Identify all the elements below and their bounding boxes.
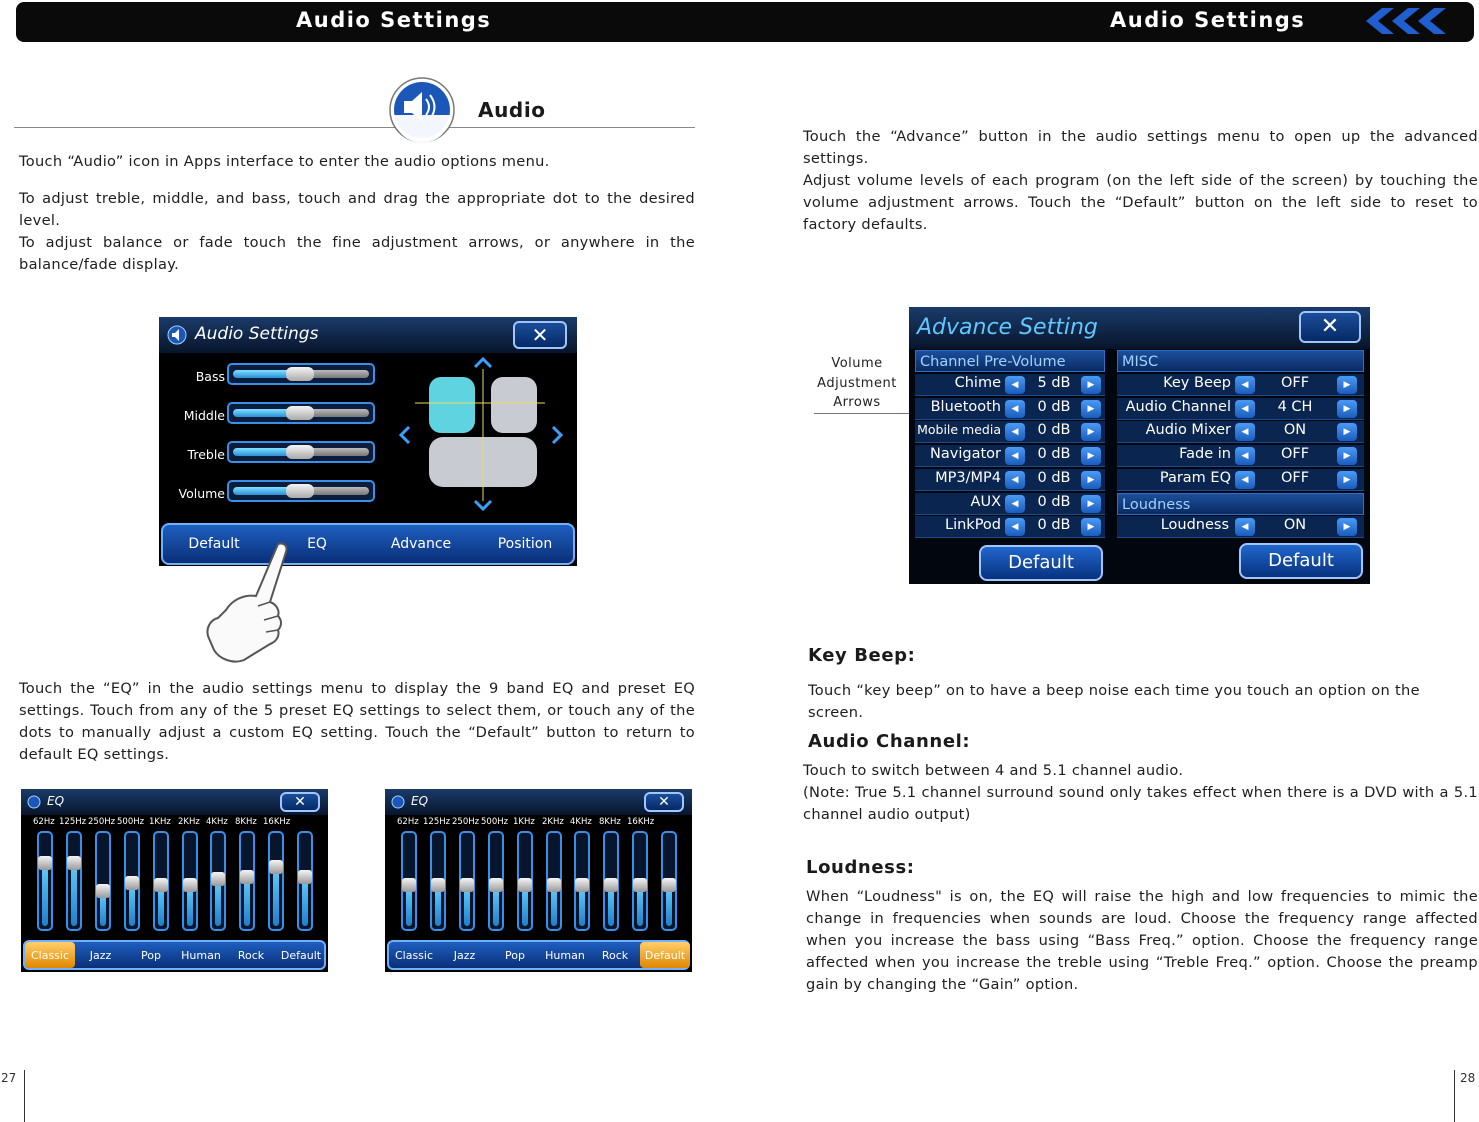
bass-slider[interactable] [227,363,375,385]
preset-jazz-button[interactable]: Jazz [89,948,112,962]
eq-freq-label: 500Hz [117,817,145,827]
eq-title: EQ [411,794,429,808]
misc-value: OFF [1280,375,1310,391]
volume-up-arrow[interactable]: ▶ [1081,400,1101,418]
advance-title: Advance Setting [917,315,1098,340]
misc-label: Audio Channel [1125,398,1231,415]
eq-speaker-icon [27,795,41,809]
misc-row [1117,421,1364,443]
key-beep-heading: Key Beep: [808,645,916,666]
page-number-left: 27 [1,1071,17,1085]
channel-value: 5 dB [1037,375,1071,391]
misc-value: OFF [1280,446,1310,463]
eq-band-knob[interactable] [298,870,312,884]
eq-band-knob[interactable] [633,878,647,892]
eq-band-slider[interactable] [488,831,504,931]
eq-freq-label: 1KHz [149,817,171,827]
misc-left-arrow[interactable]: ◀ [1235,447,1255,465]
eq-band-slider[interactable] [430,831,446,931]
pointing-hand-icon [204,540,304,666]
default-button[interactable]: Default [188,536,240,552]
eq-screen-classic [21,789,328,972]
eq-band-knob[interactable] [38,856,52,870]
eq-band-knob[interactable] [67,856,81,870]
eq-freq-label: 2KHz [178,817,200,827]
preset-default-button[interactable]: Default [280,948,322,962]
close-button[interactable]: ✕ [513,321,567,349]
triple-chevron-left-icon [1364,8,1448,34]
misc-value: OFF [1280,469,1310,486]
channel-row [915,421,1105,443]
eq-band-slider[interactable] [95,831,111,931]
misc-right-arrow[interactable]: ▶ [1337,400,1357,418]
audio-screen-speaker-icon [167,325,187,345]
volume-down-arrow[interactable]: ◀ [1005,518,1025,536]
misc-value: 4 CH [1277,398,1313,415]
channel-row [915,516,1105,538]
eq-band-knob[interactable] [154,878,168,892]
eq-band-slider[interactable] [546,831,562,931]
slider-label: Volume [178,486,225,501]
eq-band-slider[interactable] [210,831,226,931]
preset-jazz-button[interactable]: Jazz [453,948,476,962]
misc-row [1117,374,1364,396]
misc-right-arrow[interactable]: ▶ [1337,471,1357,489]
misc-row [1117,469,1364,491]
callout-line: Arrows [833,395,881,410]
eq-freq-label: 4KHz [206,817,228,827]
eq-band-slider[interactable] [37,831,53,931]
eq-band-slider[interactable] [124,831,140,931]
channel-value: 0 dB [1037,446,1071,463]
misc-left-arrow[interactable]: ◀ [1235,471,1255,489]
audio-screen-titlebar [159,317,577,353]
eq-titlebar [21,789,328,815]
eq-freq-label: 2KHz [542,817,564,827]
eq-freq-label: 8KHz [599,817,621,827]
eq-freq-label: 4KHz [570,817,592,827]
eq-band-knob[interactable] [662,878,676,892]
eq-freq-label: 62Hz [397,817,419,827]
preset-rock-button[interactable]: Rock [237,948,265,962]
eq-band-knob[interactable] [269,860,283,874]
eq-band-knob[interactable] [96,884,110,898]
eq-close-button[interactable]: ✕ [644,792,684,812]
eq-band-slider[interactable] [297,831,313,931]
volume-down-arrow[interactable]: ◀ [1005,423,1025,441]
misc-row [1117,445,1364,467]
loudness-right-arrow[interactable]: ▶ [1337,518,1357,536]
eq-band-knob[interactable] [575,878,589,892]
loudness-left-arrow[interactable]: ◀ [1235,518,1255,536]
eq-freq-label: 125Hz [423,817,451,827]
volume-adjustment-callout [812,354,902,413]
eq-freq-label: 250Hz [452,817,480,827]
volume-up-arrow[interactable]: ▶ [1081,495,1101,513]
volume-down-arrow[interactable]: ◀ [1005,471,1025,489]
channel-value: 0 dB [1037,493,1071,510]
loudness-heading: Loudness: [806,857,915,878]
eq-band-slider[interactable] [574,831,590,931]
volume-up-arrow[interactable]: ▶ [1081,471,1101,489]
channel-label: Chime [954,375,1001,391]
slider-label: Treble [187,447,225,462]
audio-heading: Audio [478,98,546,122]
eq-band-slider[interactable] [239,831,255,931]
callout-line: Volume [831,356,883,371]
left-para-4: Touch the “EQ” in the audio settings menu to display the 9 band EQ and preset EQ settings. Touch from any of the 5 preset EQ settings to select them, or touch any of the dots to manually adjust a custom EQ setting. Touch the “Default” button to return to default EQ settings. [19,680,695,763]
eq-freq-label: 250Hz [88,817,116,827]
channel-value: 0 dB [1037,398,1071,415]
left-para-3: To adjust balance or fade touch the fine adjustment arrows, or anywhere in the balance/fade display. [19,234,695,273]
volume-up-arrow[interactable]: ▶ [1081,518,1101,536]
right-para-1: Touch the “Advance” button in the audio settings menu to open up the advanced settings. [803,128,1478,167]
channel-label: Mobile media [917,422,1001,438]
advance-button[interactable]: Advance [390,536,452,552]
volume-slider[interactable] [227,480,375,502]
preset-classic-button[interactable]: Classic [25,942,75,968]
channel-value: 0 dB [1037,422,1071,439]
loudness-label: Loudness [1160,517,1229,533]
channel-value: 0 dB [1037,469,1071,486]
loudness-row [1117,516,1364,538]
volume-down-arrow[interactable]: ◀ [1005,376,1025,394]
misc-label: Fade in [1179,446,1231,463]
right-page-title: Audio Settings [1110,8,1306,32]
page-rule-left [24,1070,25,1122]
eq-preset-bar [387,940,690,970]
eq-band-knob[interactable] [125,876,139,890]
misc-row [1117,398,1364,420]
preset-pop-button[interactable]: Pop [141,948,161,962]
preset-human-button[interactable]: Human [181,948,221,962]
misc-value: ON [1283,422,1307,439]
channel-row [915,445,1105,467]
audio-channel-text-2: (Note: True 5.1 channel surround sound only takes effect when there is a DVD with a 5.1 channel audio output) [803,784,1478,823]
loudness-value: ON [1283,517,1307,533]
callout-line: Adjustment [817,375,897,391]
channel-label: Navigator [930,446,1001,463]
eq-band-knob[interactable] [211,872,225,886]
eq-band-knob[interactable] [518,878,532,892]
channel-label: MP3/MP4 [935,469,1001,486]
slider-label: Bass [195,369,225,384]
eq-freq-label: 125Hz [59,817,87,827]
page-number-right: 28 [1460,1071,1476,1085]
middle-slider[interactable] [227,402,375,424]
advance-setting-screen [909,307,1370,584]
left-page-title: Audio Settings [296,8,492,32]
eq-freq-label: 1KHz [513,817,535,827]
loudness-header: Loudness [1117,493,1364,515]
audio-divider [14,127,695,128]
eq-band-slider[interactable] [182,831,198,931]
eq-band-slider[interactable] [603,831,619,931]
misc-left-arrow[interactable]: ◀ [1235,376,1255,394]
volume-up-arrow[interactable]: ▶ [1081,447,1101,465]
eq-band-knob[interactable] [183,878,197,892]
volume-up-arrow[interactable]: ▶ [1081,376,1101,394]
preset-human-button[interactable]: Human [545,948,585,962]
right-para-2: Adjust volume levels of each program (on the left side of the screen) by touching the volume adjustment arrows. Touch the “Default” button on the left side to reset to factory defaults. [803,172,1478,233]
eq-preset-bar [23,940,326,970]
channel-row [915,398,1105,420]
eq-band-knob[interactable] [402,878,416,892]
treble-slider[interactable] [227,441,375,463]
eq-band-slider[interactable] [517,831,533,931]
eq-band-slider[interactable] [268,831,284,931]
eq-band-slider[interactable] [661,831,677,931]
eq-freq-label: 16KHz [627,817,655,827]
misc-label: Key Beep [1163,375,1231,391]
eq-band-knob[interactable] [240,870,254,884]
eq-band-slider[interactable] [401,831,417,931]
misc-right-arrow[interactable]: ▶ [1337,423,1357,441]
eq-band-slider[interactable] [153,831,169,931]
eq-band-slider[interactable] [459,831,475,931]
audio-screen-title: Audio Settings [195,324,319,344]
preset-classic-button[interactable]: Classic [394,948,434,962]
default-right-button[interactable]: Default [1239,543,1363,579]
key-beep-text: Touch “key beep” on to have a beep noise each time you touch an option on the screen. [808,682,1420,721]
volume-up-arrow[interactable]: ▶ [1081,423,1101,441]
slider-label: Middle [183,408,225,423]
preset-pop-button[interactable]: Pop [505,948,525,962]
misc-left-arrow[interactable]: ◀ [1235,423,1255,441]
advance-close-button[interactable]: ✕ [1299,311,1361,343]
eq-close-button[interactable]: ✕ [280,792,320,812]
eq-speaker-icon [391,795,405,809]
volume-down-arrow[interactable]: ◀ [1005,447,1025,465]
channel-pre-volume-header: Channel Pre-Volume [915,350,1105,372]
balance-fade-display[interactable] [395,355,571,515]
volume-down-arrow[interactable]: ◀ [1005,495,1025,513]
position-button[interactable]: Position [497,536,553,552]
eq-freq-label: 8KHz [235,817,257,827]
eq-freq-label: 16KHz [263,817,291,827]
page-rule-right [1454,1070,1455,1122]
preset-rock-button[interactable]: Rock [601,948,629,962]
eq-band-slider[interactable] [632,831,648,931]
channel-row [915,374,1105,396]
advance-titlebar [909,307,1370,349]
eq-band-slider[interactable] [66,831,82,931]
misc-header: MISC [1117,350,1364,372]
eq-band-knob[interactable] [489,878,503,892]
eq-screen-default [385,789,692,972]
audio-settings-screen [159,317,577,566]
eq-freq-label: 500Hz [481,817,509,827]
eq-band-knob[interactable] [460,878,474,892]
eq-title: EQ [47,794,65,808]
preset-default-button[interactable]: Default [640,942,690,968]
misc-left-arrow[interactable]: ◀ [1235,400,1255,418]
left-para-2: To adjust treble, middle, and bass, touch and drag the appropriate dot to the desired level. [19,190,695,229]
misc-label: Param EQ [1159,469,1231,486]
misc-right-arrow[interactable]: ▶ [1337,376,1357,394]
channel-row [915,493,1105,515]
left-para-1: Touch “Audio” icon in Apps interface to enter the audio options menu. [19,153,550,170]
eq-titlebar [385,789,692,815]
eq-band-knob[interactable] [604,878,618,892]
eq-band-knob[interactable] [547,878,561,892]
channel-row [915,469,1105,491]
misc-label: Audio Mixer [1145,422,1231,439]
misc-right-arrow[interactable]: ▶ [1337,447,1357,465]
eq-freq-label: 62Hz [33,817,55,827]
volume-down-arrow[interactable]: ◀ [1005,400,1025,418]
channel-value: 0 dB [1037,517,1071,534]
speaker-icon [389,77,455,143]
loudness-text: When “Loudness" is on, the EQ will raise the high and low frequencies to mimic the change in frequencies when sounds are loud. Choose the frequency range affected when you increase the bass using “Bass Freq.” option. Choose the frequency range affected when you increase the treble using “Treble Freq.” option. Choose the preamp gain by changing the “Gain” option. [806,888,1478,993]
audio-channel-text-1: Touch to switch between 4 and 5.1 channel audio. [803,762,1184,779]
channel-label: LinkPod [945,517,1001,534]
audio-channel-heading: Audio Channel: [808,731,971,752]
channel-label: Bluetooth [930,398,1001,415]
channel-label: AUX [970,493,1001,510]
eq-button[interactable]: EQ [307,536,327,552]
eq-band-knob[interactable] [431,878,445,892]
default-left-button[interactable]: Default [979,545,1103,581]
